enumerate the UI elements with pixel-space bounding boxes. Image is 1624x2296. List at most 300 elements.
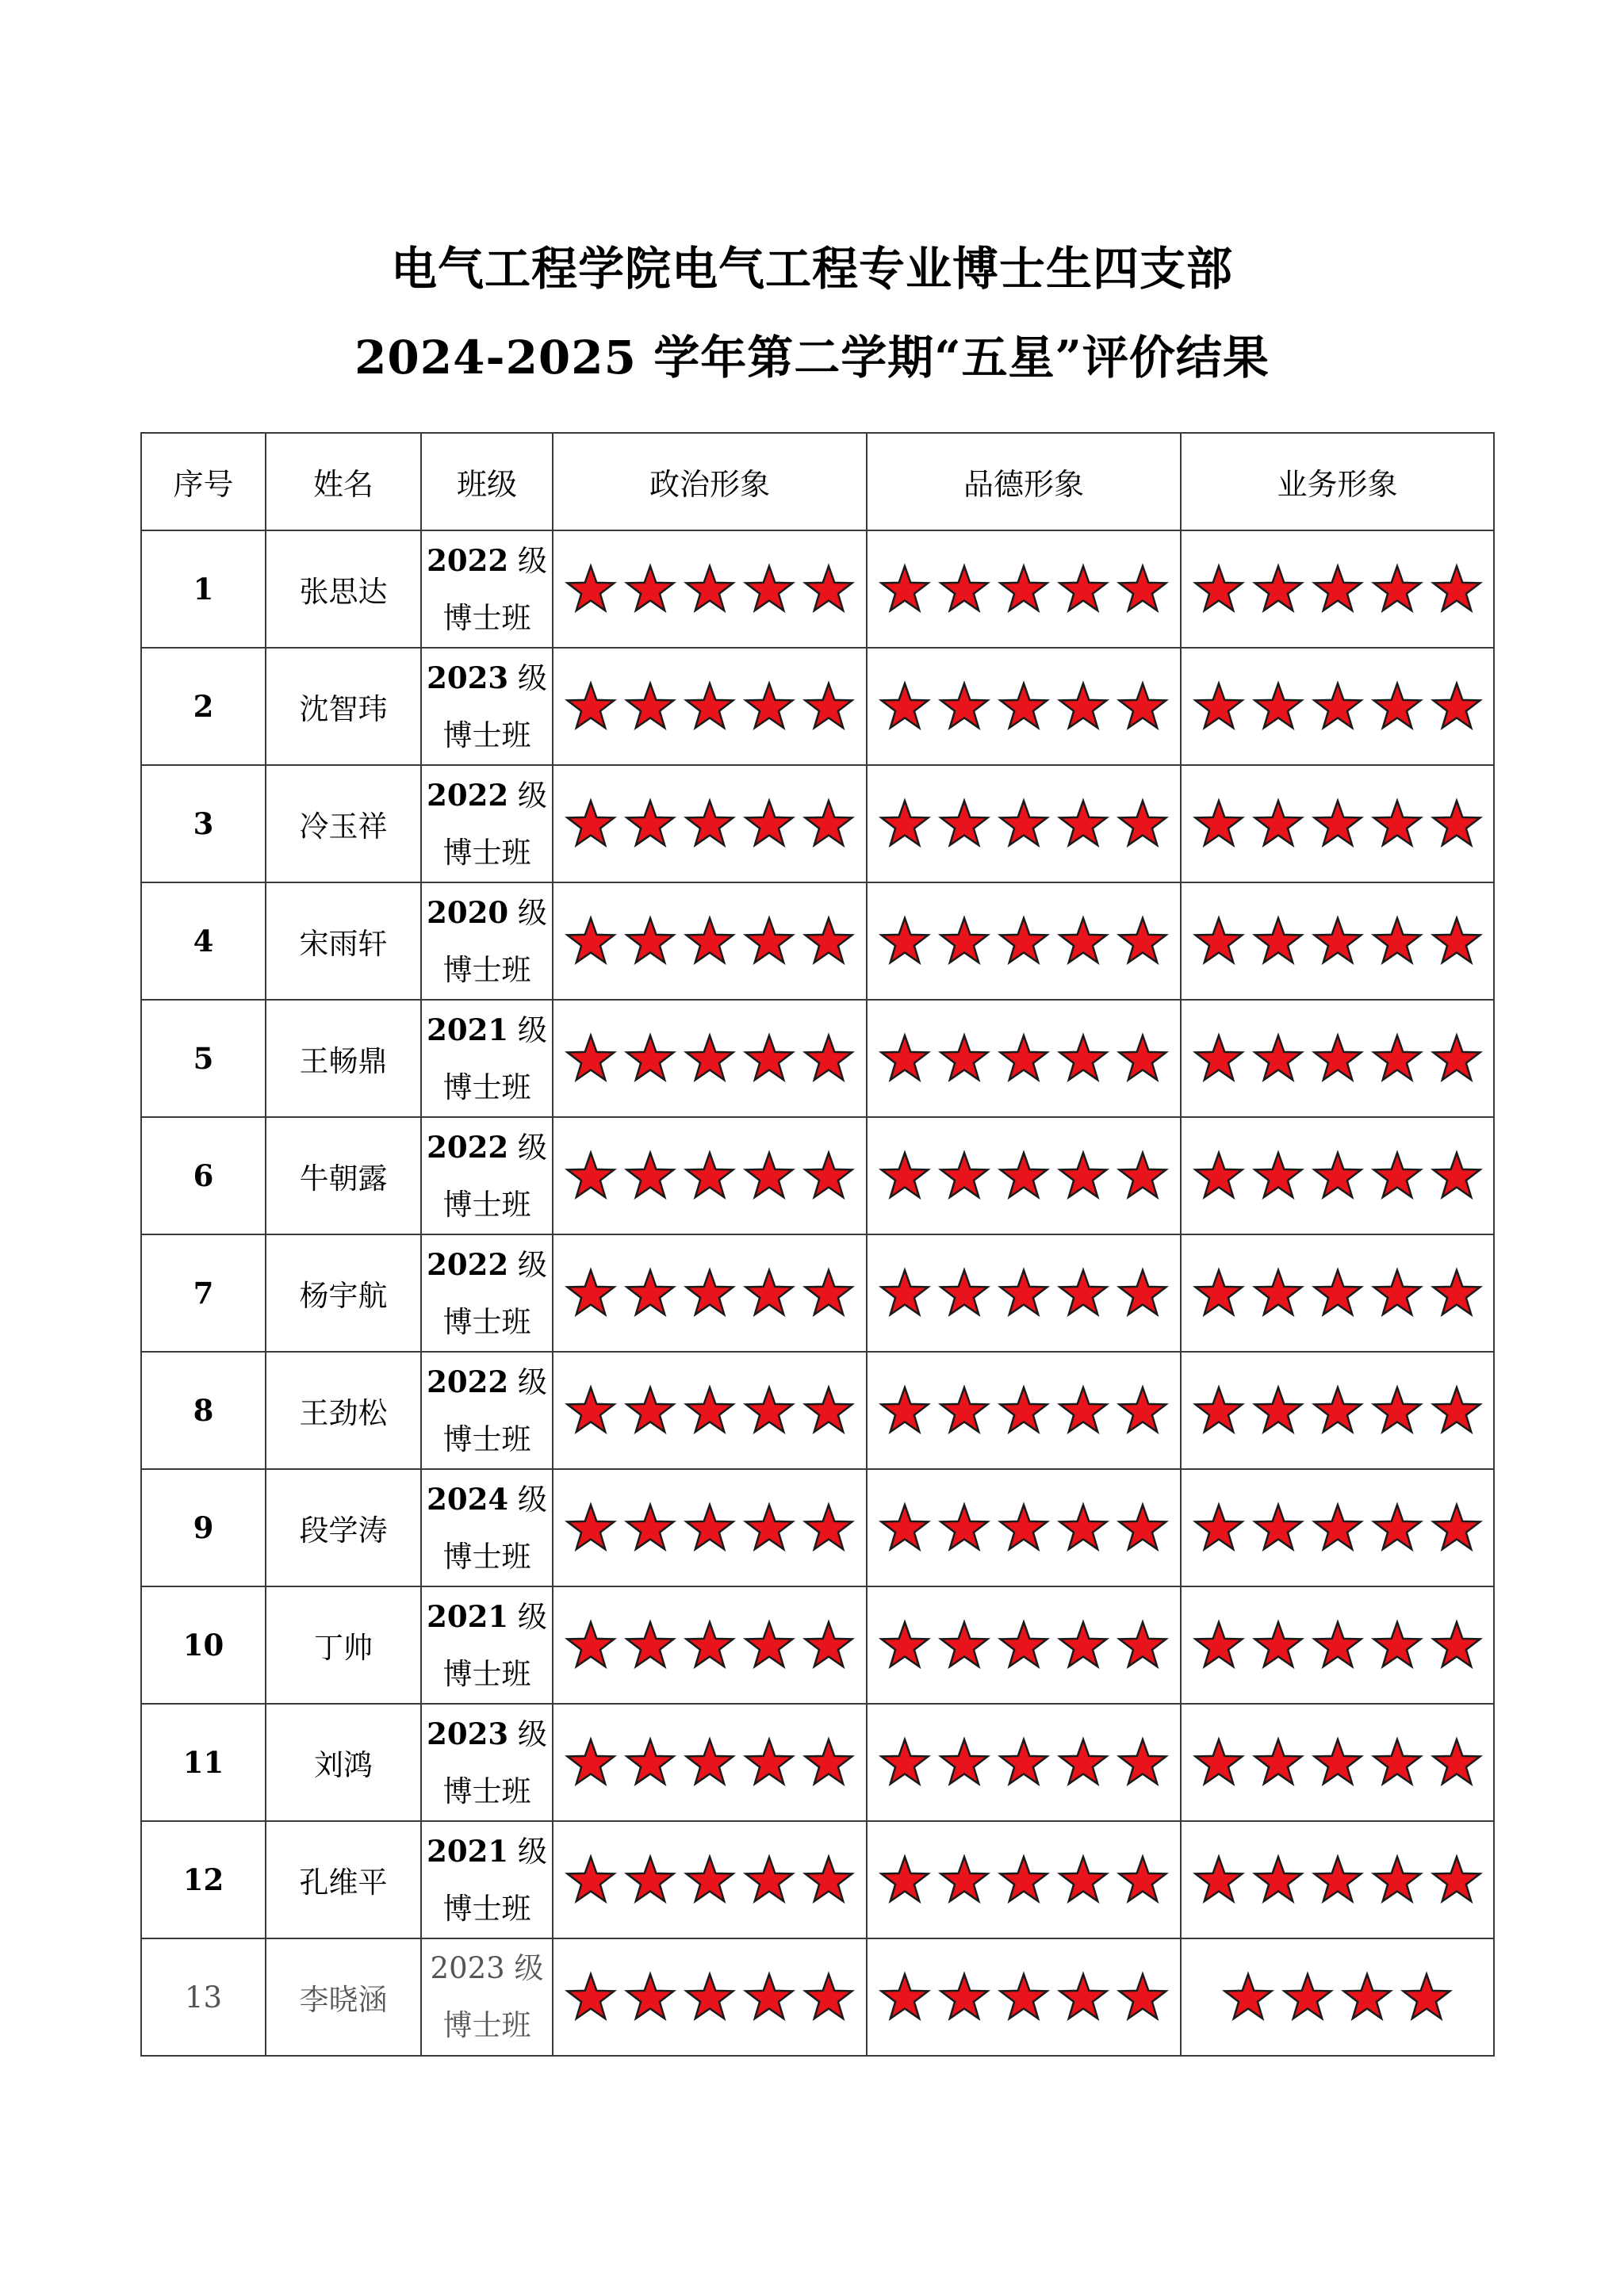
star-icon	[1433, 918, 1480, 962]
morality-stars	[879, 1854, 1169, 1906]
header-business-image: 业务形象	[1181, 433, 1494, 530]
morality-rating-cell	[867, 1469, 1181, 1586]
class-name: 博士班	[442, 1774, 531, 1808]
star-icon	[568, 683, 615, 728]
star-icon	[1254, 1857, 1301, 1901]
class-cell	[421, 648, 553, 765]
star-icon	[627, 1505, 674, 1549]
class-name: 博士班	[442, 952, 531, 987]
political-stars	[565, 1619, 855, 1671]
star-icon	[806, 1153, 852, 1197]
star-icon	[627, 1035, 674, 1080]
star-icon	[687, 1153, 733, 1197]
star-icon	[687, 1739, 733, 1784]
business-rating-cell	[1181, 530, 1494, 648]
grade-year: 2023	[430, 1951, 505, 1985]
star-icon	[1254, 1270, 1301, 1314]
star-icon	[687, 801, 733, 845]
grade-suffix: 级	[517, 1834, 547, 1869]
row-index: 5	[141, 1000, 266, 1117]
header-index: 序号	[141, 433, 266, 530]
class-name: 博士班	[442, 1539, 531, 1574]
star-icon	[1120, 566, 1166, 610]
business-rating-cell	[1181, 1821, 1494, 1938]
star-icon	[941, 918, 988, 962]
class-cell	[421, 765, 553, 882]
star-icon	[1060, 1270, 1107, 1314]
business-rating-cell	[1181, 1586, 1494, 1704]
morality-stars	[879, 1971, 1169, 2023]
political-rating-cell	[553, 1352, 867, 1469]
star-icon	[746, 1622, 793, 1667]
student-name: 牛朝露	[266, 1117, 421, 1234]
star-icon	[1195, 1387, 1242, 1432]
star-icon	[1373, 801, 1420, 845]
star-icon	[1254, 1505, 1301, 1549]
star-icon	[568, 1974, 615, 2019]
business-stars	[1193, 1150, 1483, 1202]
star-icon	[1120, 1622, 1166, 1667]
star-icon	[627, 1739, 674, 1784]
star-icon	[1433, 1035, 1480, 1080]
star-icon	[1195, 683, 1242, 728]
star-icon	[806, 1974, 852, 2019]
star-icon	[1195, 918, 1242, 962]
star-icon	[882, 1387, 929, 1432]
political-rating-cell	[553, 1821, 867, 1938]
star-icon	[1254, 1387, 1301, 1432]
star-icon	[1001, 1622, 1048, 1667]
class-name: 博士班	[442, 1656, 531, 1691]
political-rating-cell	[553, 1469, 867, 1586]
political-stars	[565, 798, 855, 850]
business-rating-cell	[1181, 1352, 1494, 1469]
header-class: 班级	[421, 433, 553, 530]
star-icon	[806, 1387, 852, 1432]
class-cell	[421, 1586, 553, 1704]
political-rating-cell	[553, 530, 867, 648]
class-name: 博士班	[442, 2008, 531, 2042]
star-icon	[1433, 1387, 1480, 1432]
grade-line	[422, 649, 552, 707]
grade-line	[422, 1236, 552, 1294]
star-icon	[1001, 1739, 1048, 1784]
political-stars	[565, 1736, 855, 1789]
business-stars	[1193, 1736, 1483, 1789]
star-icon	[1120, 801, 1166, 845]
star-icon	[627, 1974, 674, 2019]
student-name: 李晓涵	[266, 1938, 421, 2056]
star-icon	[1254, 1153, 1301, 1197]
star-icon	[1314, 1739, 1361, 1784]
star-icon	[1001, 918, 1048, 962]
morality-rating-cell	[867, 1352, 1181, 1469]
business-rating-cell	[1181, 1000, 1494, 1117]
political-stars	[565, 915, 855, 967]
star-icon	[1001, 1857, 1048, 1901]
star-icon	[806, 918, 852, 962]
morality-rating-cell	[867, 648, 1181, 765]
star-icon	[1120, 1857, 1166, 1901]
star-icon	[1195, 801, 1242, 845]
star-icon	[746, 918, 793, 962]
star-icon	[1373, 1153, 1420, 1197]
star-icon	[687, 1505, 733, 1549]
star-icon	[1001, 1153, 1048, 1197]
document-title: 电气工程学院电气工程专业博士生四支部	[390, 242, 1233, 296]
star-icon	[1373, 683, 1420, 728]
business-stars	[1193, 563, 1483, 615]
political-stars	[565, 1502, 855, 1554]
star-icon	[746, 1387, 793, 1432]
table-row	[141, 1000, 1494, 1117]
star-icon	[746, 1035, 793, 1080]
star-icon	[1433, 683, 1480, 728]
star-icon	[1120, 918, 1166, 962]
business-stars	[1193, 1032, 1483, 1085]
business-stars	[1193, 1267, 1483, 1319]
morality-rating-cell	[867, 1117, 1181, 1234]
grade-line	[422, 884, 552, 942]
star-icon	[1060, 1505, 1107, 1549]
star-icon	[568, 801, 615, 845]
star-icon	[1314, 1035, 1361, 1080]
star-icon	[627, 1153, 674, 1197]
star-icon	[941, 683, 988, 728]
star-icon	[1001, 1974, 1048, 2019]
star-icon	[1060, 1974, 1107, 2019]
star-icon	[1344, 1974, 1391, 2019]
table-row	[141, 648, 1494, 765]
class-cell	[421, 1117, 553, 1234]
star-icon	[627, 1387, 674, 1432]
star-icon	[1373, 566, 1420, 610]
star-icon	[1120, 1974, 1166, 2019]
table-row	[141, 882, 1494, 1000]
star-icon	[1060, 1857, 1107, 1901]
star-icon	[1195, 1153, 1242, 1197]
star-icon	[1314, 1153, 1361, 1197]
star-icon	[806, 1505, 852, 1549]
morality-stars	[879, 1619, 1169, 1671]
student-name: 刘鸿	[266, 1704, 421, 1821]
star-icon	[1060, 1153, 1107, 1197]
header-name: 姓名	[266, 433, 421, 530]
star-icon	[1433, 1270, 1480, 1314]
class-name: 博士班	[442, 1304, 531, 1339]
business-stars	[1193, 915, 1483, 967]
star-icon	[687, 566, 733, 610]
political-rating-cell	[553, 1117, 867, 1234]
political-rating-cell	[553, 1000, 867, 1117]
star-icon	[687, 1387, 733, 1432]
grade-suffix: 级	[517, 1364, 547, 1399]
star-icon	[941, 1153, 988, 1197]
star-icon	[1060, 1035, 1107, 1080]
class-cell	[421, 882, 553, 1000]
political-stars	[565, 1150, 855, 1202]
star-icon	[1001, 566, 1048, 610]
star-icon	[882, 1505, 929, 1549]
student-name: 张思达	[266, 530, 421, 648]
political-rating-cell	[553, 882, 867, 1000]
grade-line	[422, 1588, 552, 1646]
star-icon	[627, 918, 674, 962]
star-icon	[746, 566, 793, 610]
class-name: 博士班	[442, 1422, 531, 1456]
star-icon	[1373, 1505, 1420, 1549]
star-icon	[1254, 683, 1301, 728]
star-icon	[1433, 1505, 1480, 1549]
star-icon	[1314, 1857, 1361, 1901]
class-cell	[421, 1704, 553, 1821]
star-icon	[1433, 1622, 1480, 1667]
star-icon	[1314, 566, 1361, 610]
star-icon	[1373, 1387, 1420, 1432]
star-icon	[1314, 1270, 1361, 1314]
star-icon	[1001, 1387, 1048, 1432]
student-name: 丁帅	[266, 1586, 421, 1704]
star-icon	[568, 1505, 615, 1549]
star-icon	[746, 683, 793, 728]
star-icon	[1195, 1505, 1242, 1549]
grade-suffix: 级	[517, 1599, 547, 1634]
grade-year: 2020	[427, 894, 509, 930]
star-icon	[806, 1035, 852, 1080]
star-icon	[1060, 801, 1107, 845]
row-index: 3	[141, 765, 266, 882]
star-icon	[746, 1739, 793, 1784]
star-icon	[1314, 918, 1361, 962]
star-icon	[882, 1035, 929, 1080]
star-icon	[941, 1270, 988, 1314]
star-icon	[1120, 1505, 1166, 1549]
star-icon	[687, 1857, 733, 1901]
morality-rating-cell	[867, 1821, 1181, 1938]
business-rating-cell	[1181, 648, 1494, 765]
star-icon	[687, 1035, 733, 1080]
row-index: 11	[141, 1704, 266, 1821]
class-cell	[421, 1938, 553, 2056]
star-icon	[627, 683, 674, 728]
star-icon	[882, 1974, 929, 2019]
business-rating-cell	[1181, 1117, 1494, 1234]
star-icon	[806, 1857, 852, 1901]
star-icon	[746, 801, 793, 845]
star-icon	[746, 1153, 793, 1197]
student-name: 沈智玮	[266, 648, 421, 765]
morality-stars	[879, 563, 1169, 615]
student-name: 冷玉祥	[266, 765, 421, 882]
star-icon	[687, 1270, 733, 1314]
star-icon	[1225, 1974, 1272, 2019]
star-icon	[1195, 1035, 1242, 1080]
grade-year: 2021	[427, 1833, 509, 1869]
star-icon	[1433, 566, 1480, 610]
class-cell	[421, 1352, 553, 1469]
star-icon	[806, 1622, 852, 1667]
star-icon	[1195, 566, 1242, 610]
star-icon	[1314, 1505, 1361, 1549]
star-icon	[1001, 801, 1048, 845]
business-rating-cell	[1181, 1234, 1494, 1352]
star-icon	[568, 1270, 615, 1314]
student-name: 段学涛	[266, 1469, 421, 1586]
row-index: 12	[141, 1821, 266, 1938]
grade-suffix: 级	[517, 543, 547, 578]
evaluation-table	[140, 432, 1495, 2057]
table-row	[141, 1938, 1494, 2056]
business-stars	[1193, 798, 1483, 850]
star-icon	[568, 1387, 615, 1432]
star-icon	[882, 1739, 929, 1784]
star-icon	[1120, 1035, 1166, 1080]
star-icon	[1120, 1739, 1166, 1784]
star-icon	[1060, 1622, 1107, 1667]
morality-stars	[879, 915, 1169, 967]
header-moral-image: 品德形象	[867, 433, 1181, 530]
grade-year: 2022	[427, 777, 509, 813]
star-icon	[687, 1622, 733, 1667]
star-icon	[1254, 1622, 1301, 1667]
star-icon	[1314, 1622, 1361, 1667]
table-header-row	[141, 433, 1494, 530]
table-body	[141, 530, 1494, 2056]
morality-rating-cell	[867, 1938, 1181, 2056]
morality-stars	[879, 1384, 1169, 1437]
morality-stars	[879, 798, 1169, 850]
grade-suffix: 级	[517, 778, 547, 813]
star-icon	[568, 1739, 615, 1784]
table-row	[141, 765, 1494, 882]
class-name: 博士班	[442, 1187, 531, 1222]
star-icon	[1373, 1739, 1420, 1784]
morality-rating-cell	[867, 1000, 1181, 1117]
row-index: 13	[141, 1938, 266, 2056]
grade-year: 2022	[427, 542, 509, 578]
class-name: 博士班	[442, 1070, 531, 1104]
grade-line	[422, 1823, 552, 1881]
star-icon	[1314, 683, 1361, 728]
star-icon	[1254, 566, 1301, 610]
class-cell	[421, 1821, 553, 1938]
star-icon	[568, 1622, 615, 1667]
business-stars	[1193, 1619, 1483, 1671]
star-icon	[627, 1622, 674, 1667]
morality-rating-cell	[867, 765, 1181, 882]
morality-stars	[879, 1736, 1169, 1789]
star-icon	[1001, 1270, 1048, 1314]
table-row	[141, 1352, 1494, 1469]
morality-rating-cell	[867, 1586, 1181, 1704]
star-icon	[806, 801, 852, 845]
row-index: 8	[141, 1352, 266, 1469]
star-icon	[687, 1974, 733, 2019]
star-icon	[941, 1035, 988, 1080]
grade-line	[422, 1705, 552, 1763]
star-icon	[806, 1270, 852, 1314]
political-stars	[565, 1854, 855, 1906]
class-cell	[421, 1234, 553, 1352]
star-icon	[1195, 1622, 1242, 1667]
business-stars	[1193, 1502, 1483, 1554]
grade-year: 2021	[427, 1598, 509, 1634]
business-rating-cell	[1181, 1938, 1494, 2056]
star-icon	[568, 1857, 615, 1901]
morality-stars	[879, 1032, 1169, 1085]
star-icon	[627, 801, 674, 845]
star-icon	[1060, 1387, 1107, 1432]
star-icon	[1254, 918, 1301, 962]
political-stars	[565, 1267, 855, 1319]
star-icon	[1120, 683, 1166, 728]
class-cell	[421, 530, 553, 648]
row-index: 2	[141, 648, 266, 765]
student-name: 孔维平	[266, 1821, 421, 1938]
row-index: 7	[141, 1234, 266, 1352]
star-icon	[1373, 1270, 1420, 1314]
star-icon	[882, 918, 929, 962]
business-rating-cell	[1181, 765, 1494, 882]
star-icon	[941, 1387, 988, 1432]
star-icon	[1060, 566, 1107, 610]
star-icon	[941, 566, 988, 610]
star-icon	[568, 918, 615, 962]
star-icon	[941, 1739, 988, 1784]
star-icon	[882, 801, 929, 845]
political-stars	[565, 1971, 855, 2023]
star-icon	[1433, 1153, 1480, 1197]
business-rating-cell	[1181, 882, 1494, 1000]
morality-stars	[879, 1502, 1169, 1554]
star-icon	[1373, 1857, 1420, 1901]
document-subtitle: 2024-2025 学年第二学期“五星”评价结果	[354, 331, 1270, 385]
grade-year: 2023	[427, 1716, 509, 1751]
star-icon	[1373, 1035, 1420, 1080]
grade-line	[422, 1001, 552, 1059]
table-row	[141, 530, 1494, 648]
political-rating-cell	[553, 1234, 867, 1352]
star-icon	[746, 1270, 793, 1314]
grade-suffix: 级	[517, 1716, 547, 1751]
star-icon	[882, 1857, 929, 1901]
star-icon	[1373, 918, 1420, 962]
morality-rating-cell	[867, 530, 1181, 648]
star-icon	[806, 1739, 852, 1784]
star-icon	[882, 1622, 929, 1667]
star-icon	[882, 566, 929, 610]
star-icon	[1060, 683, 1107, 728]
star-icon	[568, 566, 615, 610]
business-stars	[1193, 680, 1483, 733]
star-icon	[941, 1857, 988, 1901]
class-cell	[421, 1000, 553, 1117]
business-stars	[1193, 1854, 1483, 1906]
grade-suffix: 级	[514, 1951, 544, 1985]
star-icon	[882, 1153, 929, 1197]
class-name: 博士班	[442, 600, 531, 635]
business-rating-cell	[1181, 1469, 1494, 1586]
star-icon	[1120, 1153, 1166, 1197]
grade-line	[422, 532, 552, 590]
star-icon	[941, 1974, 988, 2019]
morality-stars	[879, 1150, 1169, 1202]
student-name: 宋雨轩	[266, 882, 421, 1000]
table-row	[141, 1234, 1494, 1352]
political-stars	[565, 1032, 855, 1085]
star-icon	[941, 1505, 988, 1549]
grade-year: 2024	[427, 1481, 509, 1517]
